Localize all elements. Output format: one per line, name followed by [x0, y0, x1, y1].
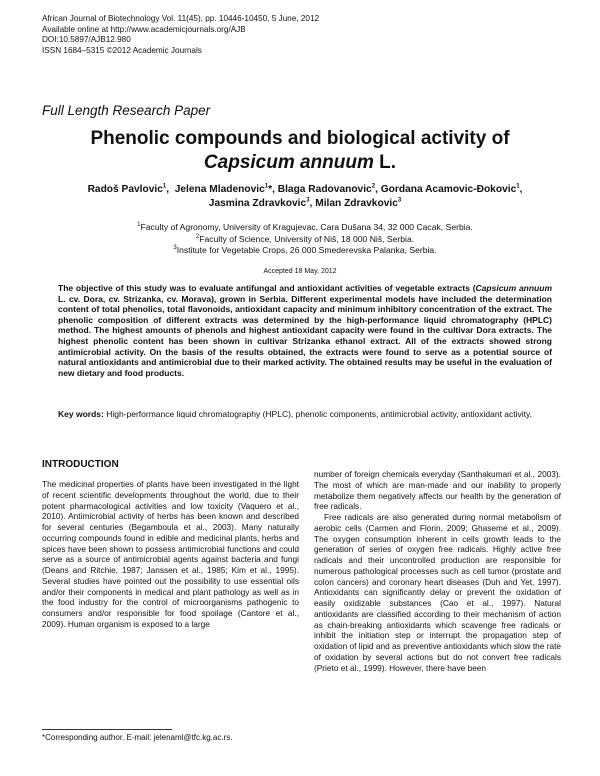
corresponding-author-mark: *	[268, 184, 273, 195]
paper-type: Full Length Research Paper	[42, 103, 211, 118]
keywords-text: High-performance liquid chromatography (HPLC), phenolic components, antimicrobial activity, antioxidant activity.	[103, 409, 533, 419]
author-name: Milan Zdravkovic	[315, 197, 398, 209]
author-line-1: Radoš Pavlovic$^1$, Jelena Mladenovic$^1$*, Blaga Radovanovic$^2$, Gordana Acamovic-Đokovic$^1$,	[87, 183, 523, 195]
author-name: Radoš Pavlovic	[87, 184, 163, 195]
author-name: Jasmina Zdravkovic	[208, 197, 307, 209]
corresponding-author-footnote: *Corresponding author. E-mail: jelenaml@tfc.kg.ac.rs.	[42, 733, 233, 742]
introduction-left-column: The medicinal properties of plants have been investigated in the light of recent scientific developments throughout the world, due to their potent pharmacological activities and low toxicity (Vaquero et al., 2010). Antimicrobial activity of herbs has been known and described for several centuries (Begamboula et al., 2003). Many naturally occurring compounds found in edible and medicinal plants, herbs and spices have been shown to possess antimicrobial functions and could serve as a source of antimicrobial agents against bacteria and fungi (Deans and Ritchie, 1987; Janssen et al., 1985; Kim et al., 1995). Several studies have pointed out the possibility to use essential oils and/or their components in medical and plant pathology as well as in the food industry for the control of microorganisms pathogenic to consumers and/or responsible for food spoilage (Cantore et al., 2009). Human organism is exposed to a large	[42, 479, 299, 629]
author-name: Blaga Radovanovic	[277, 184, 372, 195]
abstract	[58, 283, 552, 378]
affiliation-mark: 2	[195, 233, 200, 240]
affiliation-text: Institute for Vegetable Crops, 26 000 Smederevska Palanka, Serbia.	[176, 245, 437, 255]
header-citation: African Journal of Biotechnology Vol. 11(45), pp. 10446-10450, 5 June, 2012	[42, 14, 320, 23]
author-affiliation-mark: 3	[306, 197, 310, 204]
author-affiliation-mark: 2	[371, 183, 376, 190]
introduction-heading: INTRODUCTION	[42, 459, 119, 470]
right-paragraph-2: Free radicals are also generated during normal metabolism of aerobic cells (Carmen and Florin, 2009; Ghaseme et al., 2009). The oxygen consumption inherent in cells growth leads to the generation of series of oxygen free radicals. Highly active free radicals and their uncontrolled production are responsible for numerous pathological processes such as cell tumor (prostate and colon cancers) and coronary heart diseases (Duh and Yet, 1997). Antioxidants can significantly delay or prevent the oxidation of easily oxidizable substances (Cao et al., 1997). Natural antioxidants are classified according to their mechanism of action as chain-breaking antioxidants which scavenge free radicals or inhibit the initiation step or interrupt the propagation step of oxidation of lipid and as preventive antioxidants which slow the rate of oxidation by several actions but do not convert free radicals (Prieto et al., 1999). However, there have been	[314, 512, 561, 673]
title-suffix: L.	[373, 152, 397, 173]
affiliation-text: Faculty of Science, University of Niš, 18 000 Niš, Serbia.	[199, 233, 415, 244]
affiliation-1	[60, 222, 550, 234]
header-doi: DOI:10.5897/AJB12.980	[42, 35, 131, 44]
affiliation-2	[60, 234, 550, 246]
header-issn: ISSN 1684–5315 ©2012 Academic Journals	[42, 45, 202, 55]
title-species: Capsicum annuum	[203, 152, 374, 173]
author-name: Gordana Acamovic-Đokovic	[380, 184, 517, 195]
accepted-date: Accepted 18 May, 2012	[263, 268, 337, 275]
footnote-divider	[42, 729, 172, 730]
introduction-right-column	[314, 469, 561, 673]
author-affiliation-mark: 3	[397, 197, 402, 204]
author-name: Jelena Mladenovic	[174, 184, 265, 195]
paper-title	[0, 127, 600, 175]
author-affiliation-mark: 1	[162, 183, 167, 190]
affiliation-mark: 3	[173, 245, 177, 252]
affiliation-mark: 1	[137, 222, 141, 229]
author-affiliation-mark: 1	[264, 183, 269, 190]
abstract-species: Capsicum annuum	[475, 283, 552, 293]
abstract-text-end: L. cv. Dora, cv. Strizanka, cv. Morava), grown in Serbia. Different experimental models have included the determination content of total phenolics, total flavonoids, antioxidant capacity and minimum inhibitory concentration of the extract. The phenolic composition of different extracts was determined by the high-performance liquid chromatography (HPLC) method. The highest amounts of phenols and highest antioxidant capacity were found in the cultivar Dora extracts. The highest phenolic content has been shown in cultivar Strizanka ethanol extract. All of the extracts showed strong antimicrobial activity. On the basis of the results obtained, the extracts were found to serve as a potential source of natural antioxidants and antimicrobial due to their marked activity. The obtained results may be useful in the evaluation of new dietary and food products.	[58, 293, 552, 378]
keywords	[58, 409, 552, 421]
author-affiliation-mark: 1	[516, 183, 520, 190]
header-url: Available online at http://www.academicjournals.org/AJB	[42, 24, 246, 34]
affiliations	[60, 222, 550, 257]
author-line-2: Jasmina Zdravkovic$^3$, Milan Zdravkovic$^3$	[208, 197, 402, 209]
keywords-label: Key words:	[58, 409, 104, 419]
affiliation-text: Faculty of Agronomy, University of Kragujevac, Cara Dušana 34, 32 000 Cacak, Serbia.	[140, 222, 473, 232]
title-line-2	[0, 151, 600, 175]
title-line-1: Phenolic compounds and biological activity of	[90, 128, 510, 149]
author-list	[60, 183, 550, 210]
right-paragraph-1: number of foreign chemicals everyday (Santhakumari et al., 2003). The most of which are man-made and our inability to properly metabolize them negatively affects our health by the generation of free radicals.	[314, 469, 561, 512]
journal-header	[42, 14, 319, 56]
affiliation-3	[60, 245, 550, 257]
abstract-text-start: The objective of this study was to evaluate antifungal and antioxidant activities of vegetable extracts (	[58, 283, 476, 293]
